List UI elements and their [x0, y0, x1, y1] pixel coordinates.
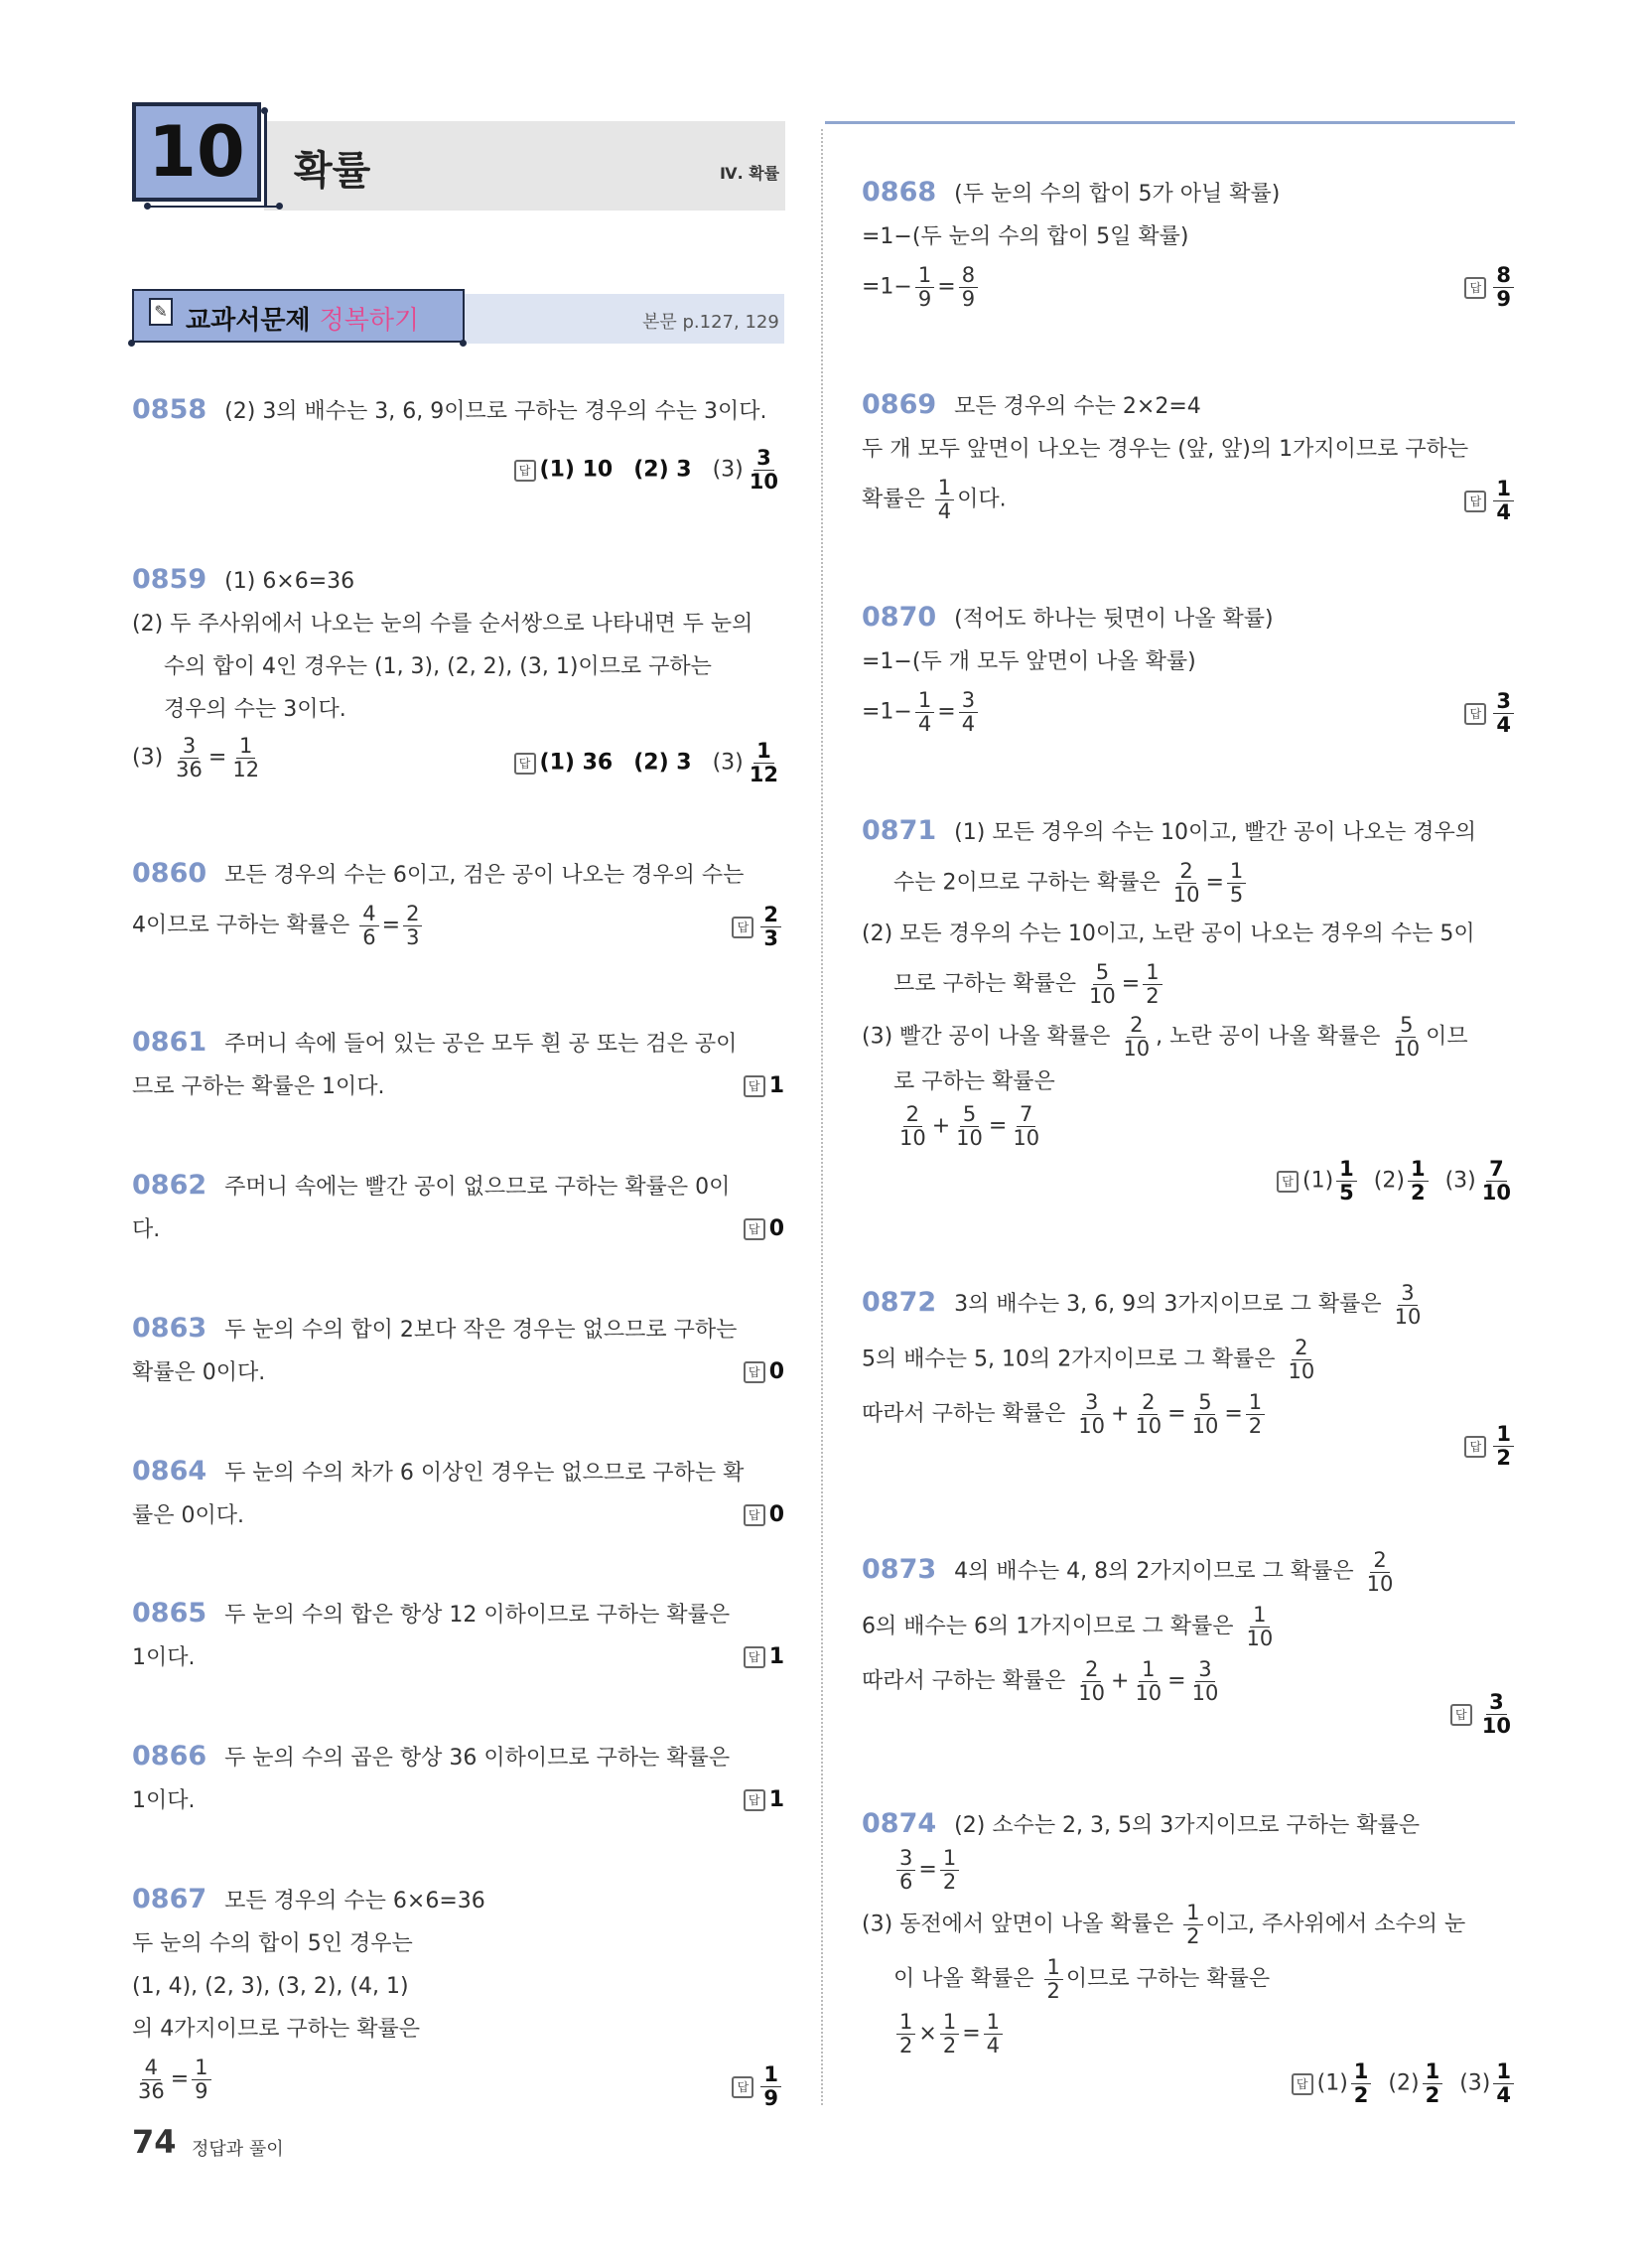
- problem-0862: [132, 1164, 792, 1251]
- solution-text: (적어도 하나는 뒷면이 나올 확률): [954, 607, 1274, 632]
- solution-text: 모든 경우의 수는 6이고, 검은 공이 나오는 경우의 수는: [224, 863, 745, 888]
- problem-0870: 0870 (적어도 하나는 뒷면이 나올 확률) =1−(두 개 모두 앞면이 나올 확률) =1− $\frac{1}{4}$ = $\frac{3}{4}$: [862, 596, 1522, 736]
- problem-number: 0874: [862, 1808, 937, 1839]
- answer-icon: 답: [1464, 277, 1486, 299]
- answer-icon: 답: [1464, 491, 1486, 512]
- decorative-dot: [460, 340, 467, 347]
- answer-0871: 답 (1) $\frac{1}{5}$ (2) $\frac{1}{2}$ (3) $\frac{7}{10}$: [1277, 1158, 1517, 1205]
- problem-0873: 0873 4의 배수는 4, 8의 2가지이므로 그 확률은 $\frac{2}{10}$ 6의 배수는 6의 1가지이므로 그 확률은 $\frac{1}{10}$ 따라서 구하는 확률은 $\frac{2}{10}$ + $\frac{1}{10}$ = $\frac{3}{10}$: [862, 1547, 1394, 1705]
- solution-text: =1−(두 눈의 수의 합이 5일 확률): [862, 224, 1189, 249]
- problem-0872: 0872 3의 배수는 3, 6, 9의 3가지이므로 그 확률은 $\frac{3}{10}$ 5의 배수는 5, 10의 2가지이므로 그 확률은 $\frac{2}{10}$ 따라서 구하는 확률은 $\frac{3}{10}$ + $\frac{2}{10}$ = $\frac{5}{10}$ = $\frac{1}{2}$: [862, 1280, 1422, 1438]
- solution-text: 두 눈의 수의 합이 5인 경우는: [132, 1931, 413, 1956]
- problem-0858: [132, 388, 787, 433]
- answer-0864: 답 0: [744, 1502, 784, 1527]
- answer-0861: 답 1: [744, 1073, 784, 1098]
- decorative-dot: [261, 107, 268, 114]
- solution-text: 확률은 0이다.: [132, 1360, 266, 1385]
- solution-text: (1, 4), (2, 3), (3, 2), (4, 1): [132, 1974, 409, 1999]
- problem-0863: [132, 1307, 792, 1394]
- answer-icon: 답: [1292, 2073, 1313, 2095]
- problem-0867: 0867 모든 경우의 수는 6×6=36 두 눈의 수의 합이 5인 경우는 (1, 4), (2, 3), (3, 2), (4, 1) 의 4가지이므로 구하는 확률은 $\frac{4}{36}$ = $\frac{1}{9}$: [132, 1878, 792, 2103]
- answer-icon: 답: [514, 460, 536, 482]
- answer-0858: 답 (1) 10 (2) 3 (3) $\frac{3}{10}$: [514, 447, 784, 494]
- answer-0866: 답 1: [744, 1787, 784, 1812]
- decorative-line: [264, 111, 267, 206]
- problem-number: 0860: [132, 858, 207, 889]
- pencil-note-icon: ✎: [149, 298, 173, 326]
- problem-number: 0869: [862, 389, 937, 420]
- problem-number: 0859: [132, 564, 207, 595]
- answer-icon: 답: [744, 1218, 765, 1240]
- solution-text: 두 눈의 수의 합은 항상 12 이하이므로 구하는 확률은: [224, 1603, 731, 1628]
- solution-text: (2) 소수는 2, 3, 5의 3가지이므로 구하는 확률은: [954, 1813, 1421, 1838]
- problem-0868: 0868 (두 눈의 수의 합이 5가 아닐 확률) =1−(두 눈의 수의 합이 5일 확률) =1− $\frac{1}{9}$ = $\frac{8}{9}$: [862, 171, 1517, 311]
- answer-icon: 답: [1464, 703, 1486, 725]
- solution-text: 모든 경우의 수는 6×6=36: [224, 1889, 485, 1914]
- answer-0869: 답 $\frac{1}{4}$: [1464, 478, 1517, 524]
- page-number: 74: [132, 2123, 177, 2161]
- chapter-number-box: [132, 102, 261, 202]
- part-label: Ⅳ. 확률: [720, 164, 780, 183]
- answer-0870: 답 $\frac{3}{4}$: [1464, 690, 1517, 737]
- answer-0873: 답 $\frac{3}{10}$: [1450, 1691, 1517, 1738]
- answer-icon: 답: [744, 1075, 765, 1097]
- problem-number: 0868: [862, 177, 937, 208]
- solution-text: 므로 구하는 확률은 1이다.: [132, 1074, 385, 1099]
- problem-0861: [132, 1021, 792, 1108]
- answer-0872: 답 $\frac{1}{2}$: [1464, 1423, 1517, 1470]
- solution-text: 1이다.: [132, 1788, 196, 1813]
- problem-0874: 0874 (2) 소수는 2, 3, 5의 3가지이므로 구하는 확률은 $\frac{3}{6}$ = $\frac{1}{2}$ (3) 동전에서 앞면이 나올 확률은 $\frac{1}{2}$ 이고, 주사위에서 소수의 눈 이 나올 확률은 $\frac{1}{2}$ 이므로 구하는 확률은 $\frac{1}{2}$ × $\frac{1}{2}$ = $\frac{1}{4}$: [862, 1808, 1466, 2057]
- solution-text: =1−(두 개 모두 앞면이 나올 확률): [862, 649, 1196, 674]
- problem-number: 0870: [862, 602, 937, 633]
- answer-icon: 답: [732, 917, 753, 938]
- answer-0863: 답 0: [744, 1359, 784, 1384]
- solution-text: 두 눈의 수의 차가 6 이상인 경우는 없으므로 구하는 확: [224, 1461, 745, 1486]
- answer-icon: 답: [744, 1789, 765, 1811]
- answer-0867: 답 $\frac{1}{9}$: [732, 2063, 784, 2110]
- problem-number: 0867: [132, 1884, 207, 1914]
- solution-text: 률은 0이다.: [132, 1503, 244, 1528]
- section-title: 교과서문제 정복하기: [186, 306, 420, 336]
- problem-number: 0858: [132, 394, 207, 425]
- solution-text: 모든 경우의 수는 2×2=4: [954, 394, 1201, 419]
- problem-number: 0873: [862, 1554, 937, 1585]
- solution-text: 수의 합이 4인 경우는 (1, 3), (2, 2), (3, 1)이므로 구하는: [164, 654, 712, 679]
- answer-0859: 답 (1) 36 (2) 3 (3) $\frac{1}{12}$: [514, 740, 784, 786]
- solution-text: 로 구하는 확률은: [893, 1069, 1055, 1094]
- footer-section: 정답과 풀이: [192, 2139, 284, 2160]
- problem-number: 0866: [132, 1741, 207, 1772]
- problem-0860: 0860 모든 경우의 수는 6이고, 검은 공이 나오는 경우의 수는 4이므로 구하는 확률은 $\frac{4}{6}$ = $\frac{2}{3}$: [132, 858, 745, 949]
- solution-text: 주머니 속에는 빨간 공이 없으므로 구하는 확률은 0이: [224, 1175, 731, 1200]
- problem-number: 0865: [132, 1598, 207, 1629]
- decorative-dot: [144, 203, 151, 210]
- chapter-number: 10: [148, 111, 245, 193]
- problem-number: 0861: [132, 1027, 207, 1058]
- column-divider: [821, 129, 823, 2105]
- problem-number: 0871: [862, 815, 937, 846]
- answer-icon: 답: [744, 1504, 765, 1526]
- solution-text: (1) 모든 경우의 수는 10이고, 빨간 공이 나오는 경우의: [954, 820, 1477, 845]
- solution-text: 두 눈의 수의 곱은 항상 36 이하이므로 구하는 확률은: [224, 1746, 731, 1771]
- problem-0865: [132, 1592, 792, 1679]
- problem-number: 0872: [862, 1287, 937, 1318]
- solution-text: 다.: [132, 1217, 161, 1242]
- solution-text: (2) 두 주사위에서 나오는 눈의 수를 순서쌍으로 나타내면 두 눈의: [132, 612, 753, 637]
- answer-0860: 답 $\frac{2}{3}$: [732, 904, 784, 950]
- problem-number: 0862: [132, 1170, 207, 1201]
- answer-icon: 답: [1277, 1171, 1299, 1193]
- problem-0871: 0871 (1) 모든 경우의 수는 10이고, 빨간 공이 나오는 경우의 수는 2이므로 구하는 확률은 $\frac{2}{10}$ = $\frac{1}{5}$ (2) 모든 경우의 수는 10이고, 노란 공이 나오는 경우의 수는 5이 므로 구하는 확률은 $\frac{5}{10}$ = $\frac{1}{2}$ (3) 빨간 공이 나올 확률은 $\frac{2}{10}$ , 노란 공이 나올 확률은 $\frac{5}{10}$ 이므 로 구하는 확률은 $\frac{2}{10}$ + $\frac{5}{10}$ = $\frac{7}{10}$: [862, 809, 1522, 1150]
- solution-text: 두 눈의 수의 합이 2보다 작은 경우는 없으므로 구하는: [224, 1318, 738, 1343]
- solution-text: (1) 6×6=36: [224, 569, 355, 594]
- solution-text: (두 눈의 수의 합이 5가 아닐 확률): [954, 182, 1281, 207]
- answer-0862: 답 0: [744, 1216, 784, 1241]
- decorative-dot: [128, 340, 135, 347]
- answer-0874: 답 (1) $\frac{1}{2}$ (2) $\frac{1}{2}$ (3) $\frac{1}{4}$: [1292, 2060, 1517, 2107]
- answer-icon: 답: [514, 753, 536, 775]
- solution-text: 두 개 모두 앞면이 나오는 경우는 (앞, 앞)의 1가지이므로 구하는: [862, 437, 1469, 462]
- page-reference: 본문 p.127, 129: [642, 312, 779, 333]
- problem-0866: [132, 1735, 792, 1822]
- answer-0865: 답 1: [744, 1644, 784, 1669]
- solution-text: 주머니 속에 들어 있는 공은 모두 흰 공 또는 검은 공이: [224, 1032, 738, 1057]
- decorative-dot: [276, 203, 283, 210]
- solution-text: 경우의 수는 3이다.: [164, 697, 346, 722]
- problem-0859: 0859 (1) 6×6=36 (2) 두 주사위에서 나오는 눈의 수를 순서쌍으로 나타내면 두 눈의 수의 합이 4인 경우는 (1, 3), (2, 2), (3, 1)이므로 구하는 경우의 수는 3이다. (3) $\frac{3}{36}$ = $\frac{1}{12}$: [132, 558, 792, 781]
- chapter-title: 확률: [294, 148, 371, 194]
- solution-text: 의 4가지이므로 구하는 확률은: [132, 2017, 421, 2042]
- answer-0868: 답 $\frac{8}{9}$: [1464, 264, 1517, 311]
- header-rule: [825, 121, 1515, 124]
- solution-text: (2) 모든 경우의 수는 10이고, 노란 공이 나오는 경우의 수는 5이: [862, 921, 1475, 946]
- problem-0864: [132, 1450, 792, 1537]
- problem-number: 0864: [132, 1456, 207, 1487]
- solution-text: (2) 3의 배수는 3, 6, 9이므로 구하는 경우의 수는 3이다.: [224, 399, 767, 424]
- answer-icon: 답: [732, 2076, 753, 2098]
- answer-icon: 답: [744, 1361, 765, 1383]
- decorative-line: [149, 206, 278, 208]
- problem-0869: 0869 모든 경우의 수는 2×2=4 두 개 모두 앞면이 나오는 경우는 (앞, 앞)의 1가지이므로 구하는 확률은 $\frac{1}{4}$ 이다.: [862, 383, 1522, 523]
- answer-icon: 답: [1450, 1704, 1472, 1726]
- answer-icon: 답: [1464, 1436, 1486, 1458]
- problem-number: 0863: [132, 1313, 207, 1344]
- answer-icon: 답: [744, 1646, 765, 1668]
- solution-text: 1이다.: [132, 1645, 196, 1670]
